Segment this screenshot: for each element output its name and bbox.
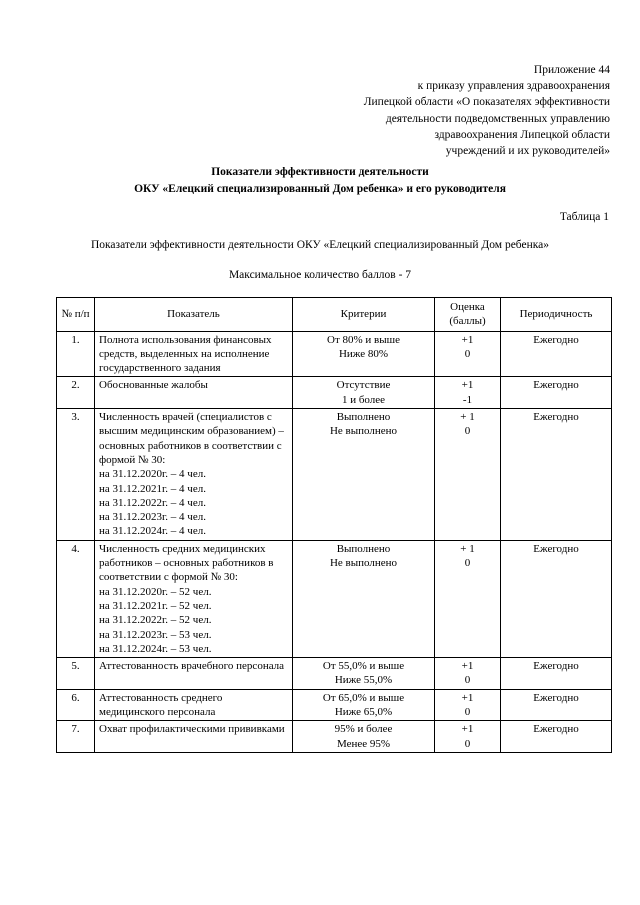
- indicator-text: на 31.12.2024г. – 4 чел.: [99, 525, 206, 538]
- indicator-text: на 31.12.2020г. – 52 чел.: [99, 585, 212, 598]
- header-score: Оценка (баллы): [435, 298, 501, 332]
- period-cell: Ежегодно: [501, 331, 612, 377]
- criteria-text: От 55,0% и выше: [322, 660, 405, 673]
- period-cell: Ежегодно: [501, 409, 612, 541]
- score-cell: [435, 331, 501, 377]
- score-value: +1: [461, 333, 474, 346]
- indicator-cell: [95, 540, 293, 657]
- row-number: 4.: [57, 540, 95, 657]
- table-number: Таблица 1: [559, 211, 609, 223]
- criteria-text: От 80% и выше: [327, 333, 400, 346]
- criteria-cell: [293, 331, 435, 377]
- criteria-cell: [293, 409, 435, 541]
- row-number: 7.: [57, 721, 95, 753]
- row-number: 1.: [57, 331, 95, 377]
- indicator-cell: [95, 331, 293, 377]
- table-row: [57, 540, 612, 657]
- row-number: 3.: [57, 409, 95, 541]
- appendix-line: деятельности подведомственных управлению: [385, 112, 610, 125]
- appendix-line: Липецкой области «О показателях эффективности: [363, 96, 610, 109]
- criteria-text: Ниже 80%: [338, 347, 389, 360]
- indicator-text: на 31.12.2020г. – 4 чел.: [99, 468, 206, 481]
- score-value: 0: [464, 674, 471, 687]
- row-number: 5.: [57, 658, 95, 690]
- period-cell: Ежегодно: [501, 689, 612, 721]
- indicator-text: Численность средних медицинских работников – основных работников в соответствии с формой № 30:: [99, 542, 274, 584]
- indicator-text: на 31.12.2021г. – 4 чел.: [99, 482, 206, 495]
- score-value: 0: [464, 706, 471, 719]
- period-cell: Ежегодно: [501, 658, 612, 690]
- appendix-note: [310, 62, 610, 159]
- table-row: [57, 689, 612, 721]
- criteria-text: Менее 95%: [336, 737, 391, 750]
- score-value: + 1: [460, 411, 475, 424]
- criteria-text: Выполнено: [336, 411, 391, 424]
- score-value: 0: [464, 737, 471, 750]
- row-number: 2.: [57, 377, 95, 409]
- criteria-text: Выполнено: [336, 542, 391, 555]
- indicator-text: на 31.12.2021г. – 52 чел.: [99, 599, 212, 612]
- criteria-text: Ниже 65,0%: [334, 706, 393, 719]
- criteria-text: От 65,0% и выше: [322, 691, 405, 704]
- indicator-cell: [95, 689, 293, 721]
- header-criteria: Критерии: [293, 298, 435, 332]
- indicator-text: на 31.12.2022г. – 4 чел.: [99, 496, 206, 509]
- criteria-text: Не выполнено: [329, 557, 398, 570]
- indicator-text: Аттестованность среднего медицинского персонала: [99, 691, 223, 719]
- indicator-text: Аттестованность врачебного персонала: [99, 660, 285, 673]
- indicator-text: Охват профилактическими прививками: [99, 723, 285, 736]
- appendix-line: Приложение 44: [533, 64, 610, 76]
- document-title-line2: ОКУ «Елецкий специализированный Дом ребенка» и его руководителя: [134, 183, 506, 195]
- period-cell: Ежегодно: [501, 721, 612, 753]
- header-num: № п/п: [57, 298, 95, 332]
- criteria-text: Отсутствие: [336, 379, 391, 392]
- indicator-text: на 31.12.2023г. – 4 чел.: [99, 511, 206, 524]
- indicator-text: на 31.12.2022г. – 52 чел.: [99, 614, 212, 627]
- score-cell: [435, 658, 501, 690]
- criteria-text: Ниже 55,0%: [334, 674, 393, 687]
- score-value: -1: [462, 393, 473, 406]
- indicator-cell: [95, 409, 293, 541]
- table-row: [57, 721, 612, 753]
- max-score-note: Максимальное количество баллов - 7: [228, 269, 412, 281]
- criteria-cell: [293, 721, 435, 753]
- score-cell: [435, 409, 501, 541]
- header-period: Периодичность: [501, 298, 612, 332]
- score-value: +1: [461, 660, 474, 673]
- row-number: 6.: [57, 689, 95, 721]
- indicator-cell: [95, 658, 293, 690]
- appendix-line: здравоохранения Липецкой области: [434, 128, 610, 141]
- score-value: 0: [464, 557, 471, 570]
- criteria-text: Не выполнено: [329, 425, 398, 438]
- criteria-cell: [293, 658, 435, 690]
- table-body: [57, 331, 612, 752]
- score-cell: [435, 689, 501, 721]
- score-value: +1: [461, 379, 474, 392]
- table-row: [57, 331, 612, 377]
- indicator-text: Обоснованные жалобы: [99, 379, 208, 392]
- table-row: [57, 658, 612, 690]
- score-value: + 1: [460, 542, 475, 555]
- indicator-cell: [95, 377, 293, 409]
- header-indicator: Показатель: [95, 298, 293, 332]
- indicator-text: Численность врачей (специалистов с высшим медицинским образованием) – основных работников в соответствии с формой № 30:: [99, 411, 284, 466]
- indicator-text: на 31.12.2024г. – 53 чел.: [99, 642, 212, 655]
- table-header-row: [57, 298, 612, 332]
- period-cell: Ежегодно: [501, 540, 612, 657]
- criteria-text: 1 и более: [341, 393, 386, 406]
- document-title-line1: Показатели эффективности деятельности: [211, 166, 429, 178]
- score-value: +1: [461, 723, 474, 736]
- appendix-line: к приказу управления здравоохранения: [417, 80, 610, 93]
- score-value: 0: [464, 425, 471, 438]
- table-row: [57, 409, 612, 541]
- score-value: +1: [461, 691, 474, 704]
- score-cell: [435, 377, 501, 409]
- table-subtitle: Показатели эффективности деятельности ОКУ «Елецкий специализированный Дом ребенка»: [90, 239, 550, 251]
- indicator-text: Полнота использования финансовых средств, выделенных на исполнение государственного задания: [99, 333, 272, 375]
- period-cell: Ежегодно: [501, 377, 612, 409]
- indicator-text: на 31.12.2023г. – 53 чел.: [99, 628, 212, 641]
- score-value: 0: [464, 347, 471, 360]
- score-cell: [435, 721, 501, 753]
- score-cell: [435, 540, 501, 657]
- indicators-table: [56, 297, 612, 753]
- table-row: [57, 377, 612, 409]
- criteria-cell: [293, 377, 435, 409]
- criteria-cell: [293, 689, 435, 721]
- appendix-line: учреждений и их руководителей»: [445, 145, 610, 158]
- criteria-text: 95% и более: [334, 723, 393, 736]
- criteria-cell: [293, 540, 435, 657]
- indicator-cell: [95, 721, 293, 753]
